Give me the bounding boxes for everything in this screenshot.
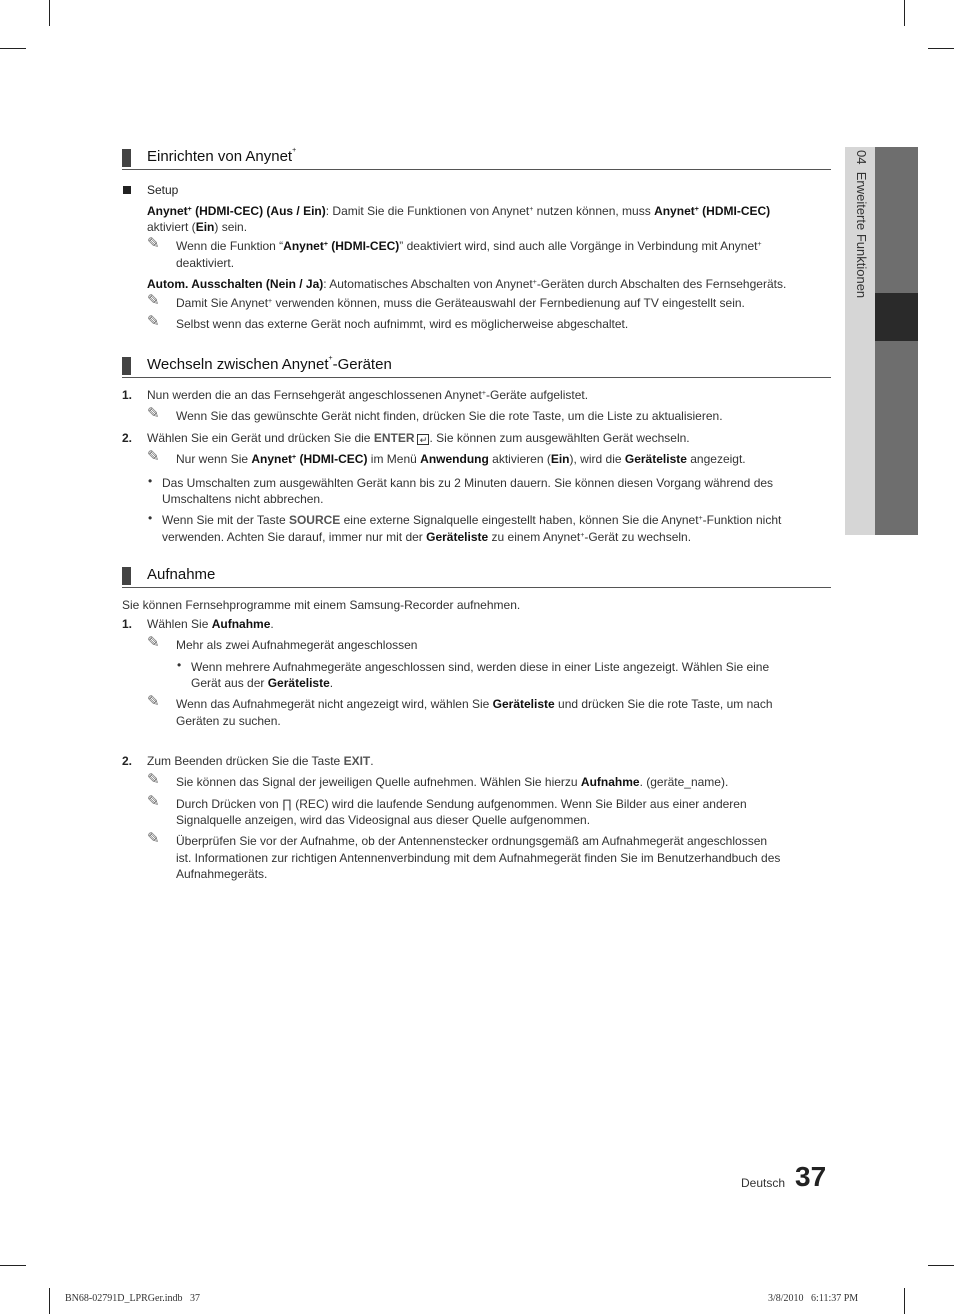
record-intro: Sie können Fernsehprogramme mit einem Samsung-Recorder aufnehmen. <box>122 598 521 612</box>
pencil-note-icon: ✎ <box>147 693 160 710</box>
record-step-2-note-3: Überprüfen Sie vor der Aufnahme, ob der Antennenstecker ordnungsgemäß am Aufnahmegerät angeschlossen <box>176 834 768 848</box>
square-bullet-icon <box>123 186 131 194</box>
page-number: 37 <box>795 1161 827 1192</box>
switch-bullet-1-line2: Umschaltens nicht abbrechen. <box>162 492 324 506</box>
record-step-2-note-1: Sie können das Signal der jeweiligen Quelle aufnehmen. Wählen Sie hierzu Aufnahme. (geräte_name). <box>176 775 729 789</box>
record-step-1-note-1: Mehr als zwei Aufnahmegerät angeschlossen <box>176 638 418 652</box>
step-number: 1. <box>122 388 133 402</box>
enter-key-icon: ↵ <box>417 434 429 445</box>
section-title: Wechseln zwischen Anynet+-Geräten <box>147 355 392 373</box>
section-bar <box>122 149 131 167</box>
bullet-dot: • <box>177 658 182 672</box>
switch-bullet-2-line2: verwenden. Achten Sie darauf, immer nur mit der Geräteliste zu einem Anynet+-Gerät zu wechseln. <box>162 530 692 544</box>
switch-step-1-note: Wenn Sie das gewünschte Gerät nicht finden, drücken Sie die rote Taste, um die Liste zu aktualisieren. <box>176 409 723 423</box>
record-step-1-bullet: Wenn mehrere Aufnahmegeräte angeschlossen sind, werden diese in einer Liste angezeigt. Wählen Sie eine <box>191 660 770 674</box>
crop-mark <box>49 1288 50 1314</box>
pencil-note-icon: ✎ <box>147 448 160 465</box>
setup-paragraph-1: Anynet+ (HDMI-CEC) (Aus / Ein): Damit Sie die Funktionen von Anynet+ nutzen können, muss Anynet+ (HDMI-CEC) <box>147 204 771 218</box>
record-step-1: Wählen Sie Aufnahme. <box>147 617 274 631</box>
record-step-2-note-2: Durch Drücken von ∏ (REC) wird die laufende Sendung aufgenommen. Wenn Sie Bilder aus einer anderen <box>176 797 747 811</box>
chapter-number: 04 <box>854 150 869 165</box>
bullet-dot: • <box>148 511 153 525</box>
section-title: Aufnahme <box>147 566 216 583</box>
record-step-2-note-3-line2: ist. Informationen zur richtigen Antennenverbindung mit dem Aufnahmegerät finden Sie im Benutzerhandbuch des <box>176 851 781 865</box>
setup-paragraph-1-line2: aktiviert (Ein) sein. <box>147 220 248 234</box>
record-step-1-note-2: Wenn das Aufnahmegerät nicht angezeigt wird, wählen Sie Geräteliste und drücken Sie die rote Taste, um nach <box>176 697 773 711</box>
setup-note-1: Wenn die Funktion “Anynet+ (HDMI-CEC)” deaktiviert wird, sind auch alle Vorgänge in Verbindung mit Anynet+ <box>176 239 762 253</box>
side-tab-active-marker <box>875 293 918 341</box>
section-header-aufnahme <box>122 565 831 588</box>
record-step-2-note-2-line2: Signalquelle anzeigen, wird das Videosignal aus dieser Quelle aufgenommen. <box>176 813 591 827</box>
chapter-title: Erweiterte Funktionen <box>854 171 869 299</box>
bullet-dot: • <box>148 474 153 488</box>
switch-bullet-1: Das Umschalten zum ausgewählten Gerät kann bis zu 2 Minuten dauern. Sie können diesen Vorgang während des <box>162 476 774 490</box>
record-step-2: Zum Beenden drücken Sie die Taste EXIT. <box>147 754 374 768</box>
switch-bullet-2: Wenn Sie mit der Taste SOURCE eine externe Signalquelle eingestellt haben, können Sie die Anynet+-Funktion nicht <box>162 513 782 527</box>
step-number: 2. <box>122 754 133 768</box>
crop-mark <box>928 1265 954 1266</box>
setup-note-2: Damit Sie Anynet+ verwenden können, muss die Geräteauswahl der Fernbedienung auf TV eingestellt sein. <box>176 296 745 310</box>
record-symbol-icon: ∏ <box>282 797 292 811</box>
setup-note-3: Selbst wenn das externe Gerät noch aufnimmt, wird es möglicherweise abgeschaltet. <box>176 317 629 331</box>
crop-mark <box>928 48 954 49</box>
section-bar <box>122 567 131 585</box>
setup-note-1-line2: deaktiviert. <box>176 256 235 270</box>
side-tab-label <box>854 150 869 298</box>
switch-step-1: Nun werden die an das Fernsehgerät angeschlossenen Anynet+-Geräte aufgelistet. <box>147 388 589 402</box>
switch-step-2: Wählen Sie ein Gerät und drücken Sie die ENTER ↵ . Sie können zum ausgewählten Gerät wechseln. <box>147 431 690 445</box>
record-step-1-bullet-line2: Gerät aus der Geräteliste. <box>191 676 334 690</box>
crop-mark <box>0 48 26 49</box>
pencil-note-icon: ✎ <box>147 313 160 330</box>
step-number: 2. <box>122 431 133 445</box>
crop-mark <box>0 1265 26 1266</box>
footer-date-info: 3/8/2010 6:11:37 PM <box>768 1293 859 1304</box>
crop-mark <box>49 0 50 26</box>
section-bar <box>122 357 131 375</box>
pencil-note-icon: ✎ <box>147 771 160 788</box>
record-step-1-note-2-line2: Geräten zu suchen. <box>176 714 281 728</box>
setup-paragraph-2: Autom. Ausschalten (Nein / Ja): Automatisches Abschalten von Anynet+-Geräten durch Abschalten des Fernsehgeräts. <box>147 277 787 291</box>
crop-mark <box>904 1288 905 1314</box>
pencil-note-icon: ✎ <box>147 634 160 651</box>
pencil-note-icon: ✎ <box>147 292 160 309</box>
pencil-note-icon: ✎ <box>147 235 160 252</box>
pencil-note-icon: ✎ <box>147 830 160 847</box>
footer-language: Deutsch <box>741 1176 786 1190</box>
record-step-2-note-3-line3: Aufnahmegeräts. <box>176 867 268 881</box>
pencil-note-icon: ✎ <box>147 405 160 422</box>
switch-step-2-note: Nur wenn Sie Anynet+ (HDMI-CEC) im Menü Anwendung aktivieren (Ein), wird die Geräteliste angezeigt. <box>176 452 746 466</box>
crop-mark <box>904 0 905 26</box>
setup-heading: Setup <box>147 183 179 197</box>
step-number: 1. <box>122 617 133 631</box>
section-title: Einrichten von Anynet+ <box>147 147 297 165</box>
section-header-wechseln <box>122 355 831 378</box>
side-tab-dark-strip <box>875 147 918 535</box>
footer-file-info: BN68-02791D_LPRGer.indb 37 <box>65 1293 200 1304</box>
section-header-einrichten <box>122 147 831 170</box>
pencil-note-icon: ✎ <box>147 793 160 810</box>
